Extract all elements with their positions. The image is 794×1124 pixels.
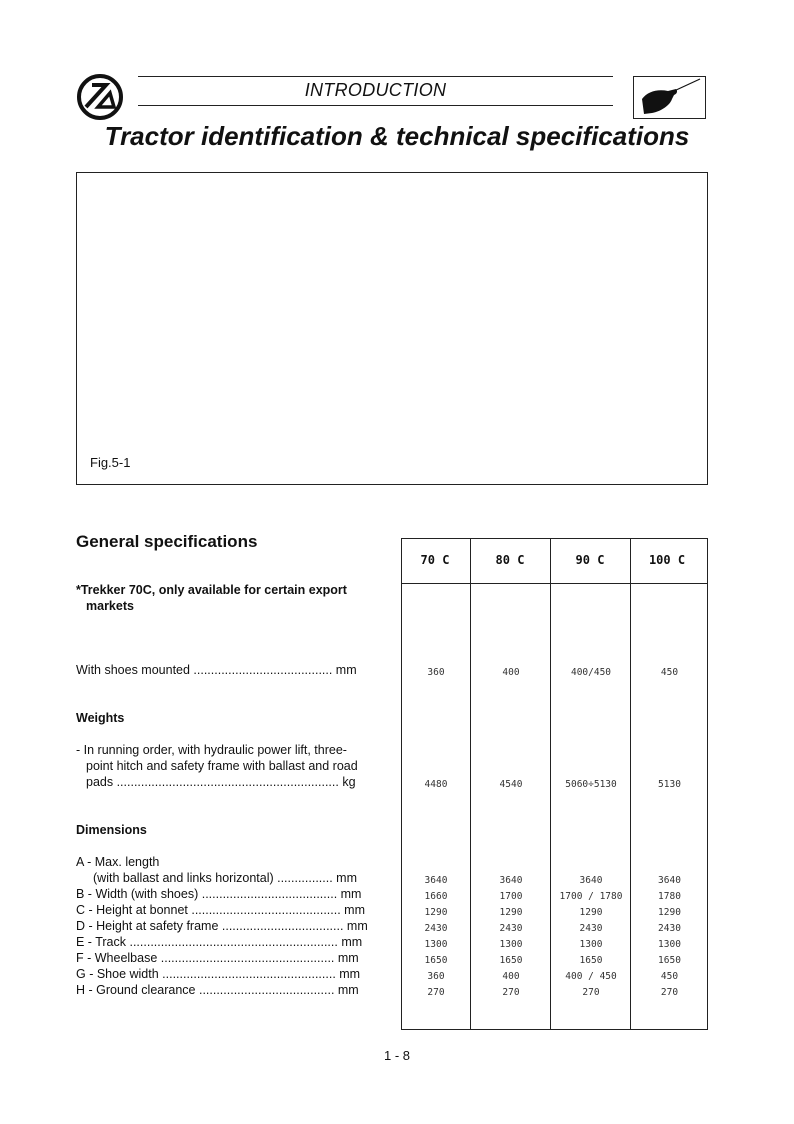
column-header-80c: 80 C [495,553,525,567]
table-cell-with-shoes: 450 [660,667,679,678]
table-header-rule [401,583,708,584]
table-cell-shoe-width: 450 [660,971,679,982]
table-cell-wheelbase: 1650 [579,955,603,966]
table-cell-track: 1300 [579,939,603,950]
table-cell-shoe-width: 400 / 450 [565,971,617,982]
weights-heading: Weights [76,711,125,725]
dim-e: E - Track ............................................................ mm [76,935,363,949]
table-cell-width: 1660 [424,891,448,902]
note-line-2: markets [86,599,134,613]
table-cell-width: 1700 / 1780 [559,891,623,902]
column-header-70c: 70 C [420,553,450,567]
table-cell-track: 1300 [499,939,523,950]
table-cell-wheelbase: 1650 [424,955,448,966]
table-cell-height-frame: 2430 [424,923,448,934]
table-cell-track: 1300 [658,939,681,950]
table-cell-shoe-width: 400 [502,971,520,982]
header-rule-top [138,76,613,77]
note-line-1: *Trekker 70C, only available for certain export [76,583,347,597]
section-title: INTRODUCTION [304,80,447,100]
table-cell-width: 1780 [658,891,681,902]
page-title: Tractor identification & technical specifications [104,121,690,151]
table-cell-weight: 5130 [658,779,681,790]
dimensions-heading: Dimensions [76,823,147,837]
dim-a-line-2: (with ballast and links horizontal) ................ mm [93,871,357,885]
table-cell-height-bonnet: 1290 [658,907,681,918]
weights-line-2: point hitch and safety frame with ballast and road [86,759,358,773]
with-shoes-label: With shoes mounted ........................................ mm [76,663,357,677]
table-cell-with-shoes: 360 [427,667,445,678]
export-note [76,582,376,614]
table-cell-wheelbase: 1650 [658,955,681,966]
weights-line-3: pads ................................................................ kg [86,775,356,789]
figure-frame [76,172,708,485]
dim-c: C - Height at bonnet ........................................... mm [76,903,365,917]
table-cell-weight: 5060÷5130 [565,779,617,790]
pointing-hand-icon [634,77,705,118]
dim-f: F - Wheelbase .................................................. mm [76,951,359,965]
table-cell-height-bonnet: 1290 [499,907,523,918]
table-cell-with-shoes: 400 [502,667,520,678]
dim-d: D - Height at safety frame ................................... mm [76,919,368,933]
table-cell-weight: 4540 [499,779,523,790]
table-cell-height-bonnet: 1290 [579,907,603,918]
table-cell-height-frame: 2430 [579,923,603,934]
table-cell-max-length: 3640 [499,875,523,886]
table-cell-ground-clearance: 270 [582,987,600,998]
table-cell-height-frame: 2430 [499,923,523,934]
hand-icon-box [633,76,706,119]
table-cell-wheelbase: 1650 [499,955,523,966]
dim-h: H - Ground clearance ....................................... mm [76,983,359,997]
table-cell-ground-clearance: 270 [502,987,520,998]
table-cell-track: 1300 [424,939,448,950]
header-rule-bottom [138,105,613,106]
table-cell-ground-clearance: 270 [427,987,445,998]
brand-logo-icon [76,73,124,121]
weights-line-1: - In running order, with hydraulic power lift, three- [76,743,347,757]
figure-caption: Fig.5-1 [90,455,131,470]
column-header-100c: 100 C [648,553,686,567]
table-cell-max-length: 3640 [658,875,681,886]
general-specs-heading: General specifications [76,532,258,551]
table-cell-max-length: 3640 [579,875,603,886]
dim-g: G - Shoe width .................................................. mm [76,967,361,981]
page-number: 1 - 8 [383,1048,410,1063]
table-cell-weight: 4480 [424,779,448,790]
table-cell-height-frame: 2430 [658,923,681,934]
dim-b: B - Width (with shoes) ....................................... mm [76,887,362,901]
column-header-90c: 90 C [575,553,605,567]
table-cell-width: 1700 [499,891,523,902]
table-cell-with-shoes: 400/450 [570,667,612,678]
dim-a-line-1: A - Max. length [76,855,160,869]
table-cell-height-bonnet: 1290 [424,907,448,918]
table-cell-max-length: 3640 [424,875,448,886]
table-cell-shoe-width: 360 [427,971,445,982]
table-cell-ground-clearance: 270 [660,987,679,998]
